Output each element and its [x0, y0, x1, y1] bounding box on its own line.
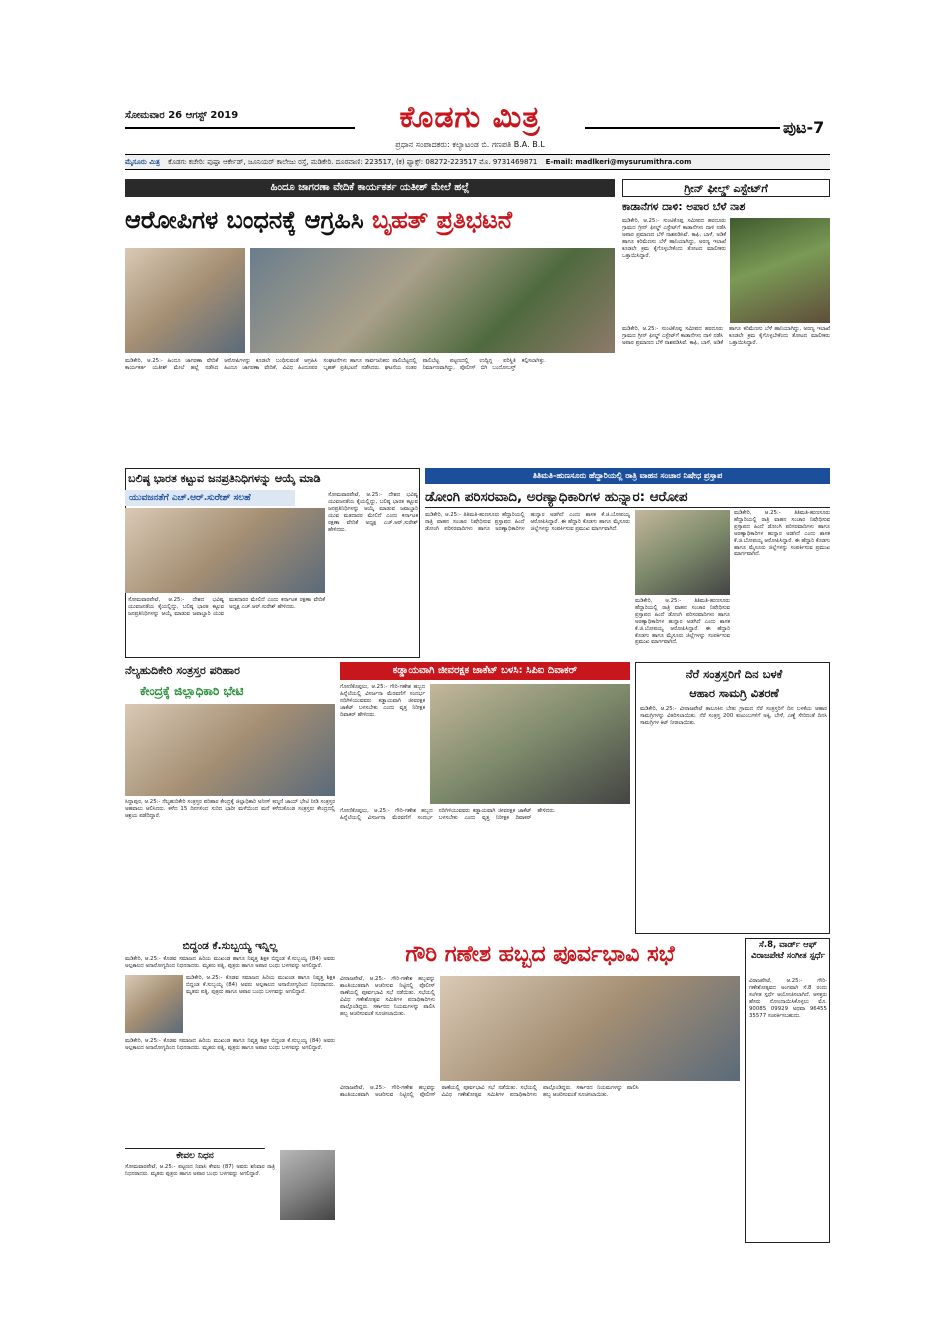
obit1-body: ಮಡಿಕೇರಿ, ಆ.25:- ಕೊಡವ ಸಮಾಜದ ಹಿರಿಯ ಮುಖಂಡ ಹಾಗೂ ನಿವೃತ್ತ ಶಿಕ್ಷಕ ಬಿದ್ದಂಡ ಕೆ.ಸುಬ್ಬಯ್ಯ (84) ಅವರು ಅಲ್ಪಕಾಲದ ಅನಾರೋಗ್ಯದಿಂದ ನಿಧನರಾದರು. ಮೃತರು ಪತ್ನಿ, ಪುತ್ರರು ಹಾಗೂ ಅಪಾರ ಬಂಧು ಬಳಗವನ್ನು ಅಗಲಿದ್ದಾರೆ.	[125, 1038, 335, 1051]
ward-headline: ಸೆ.8, ವಾರ್ಡ್ ಆಫ್ ವಿರಾಜಪೇಟೆ ಸಂಗೀತ ಸ್ಪರ್ಧೆ	[750, 940, 826, 961]
relief-photo	[125, 704, 335, 796]
jacket-body: ಗೋಣಿಕೊಪ್ಪಲು, ಆ.25:- ಗೌರಿ-ಗಣೇಶ ಹಬ್ಬದ ಹಿನ್ನೆಲೆಯಲ್ಲಿ ವಿಸರ್ಜನಾ ಮೆರವಣಿಗೆ ಸಂದರ್ಭ ನದಿಗಿಳಿಯುವವರು ಕಡ್ಡಾಯವಾಗಿ ಜೀವರಕ್ಷಕ ಜಾಕೆಟ್ ಬಳಸಬೇಕು ಎಂದು ವೃತ್ತ ನಿರೀಕ್ಷಕ ದಿವಾಕರ್ ಹೇಳಿದರು.	[340, 808, 556, 821]
lead-body: ಮಡಿಕೇರಿ, ಆ.25:- ಹಿಂದೂ ಜಾಗರಣಾ ವೇದಿಕೆ ಕಾರ್ಯಕರ್ತ ಯತೀಶ್ ಮೇಲೆ ಹಲ್ಲೆ ನಡೆಸಿದ ಆರೋಪಿಗಳನ್ನು ಕೂಡಲೇ ಬಂಧಿಸುವಂತೆ ಆಗ್ರಹಿಸಿ ಹಿಂದೂ ಜಾಗರಣಾ ವೇದಿಕೆ, ವಿವಿಧ ಹಿಂದೂಪರ ಸಂಘಟನೆಗಳು ಹಾಗೂ ಸಾರ್ವಜನಿಕರು ಪಾಲಿಬೆಟ್ಟದಲ್ಲಿ ಬೃಹತ್ ಪ್ರತಿಭಟನೆ ನಡೆಸಿದರು. ಘಟನೆಯ ನಂತರ ಪಾಲಿಬೆಟ್ಟ ಪಟ್ಟಣದಲ್ಲಿ ಉದ್ವಿಗ್ನ ಪರಿಸ್ಥಿತಿ ನಿರ್ಮಾಣವಾಗಿದ್ದು, ಪೊಲೀಸ್ ಬಿಗಿ ಬಂದೋಬಸ್ತ್ ಕಲ್ಪಿಸಲಾಗಿತ್ತು.	[125, 358, 546, 371]
contact-bar-email: E-mail: madlkeri@mysurumithra.com	[545, 158, 692, 166]
obit1-headline: ಬಿದ್ದಂಡ ಕೆ.ಸುಬ್ಬಯ್ಯ ಇನ್ನಿಲ್ಲ	[182, 940, 278, 952]
green-fields-photo	[730, 218, 830, 323]
repr-headline: ಬಲಿಷ್ಠ ಭಾರತ ಕಟ್ಟುವ ಜನಪ್ರತಿನಿಧಿಗಳನ್ನು ಆಯ್ಕೆ ಮಾಡಿ	[128, 472, 321, 485]
jacket-photo	[430, 684, 630, 804]
repr-subhead: ಯುವಜನತೆಗೆ ಎಚ್.ಆರ್.ಸುರೇಶ್ ಸಲಹೆ	[125, 490, 295, 506]
green-fields-kicker: ಗ್ರೀನ್ ಫೀಲ್ಡ್ ಎಸ್ಟೇಟ್‌ಗೆ	[622, 179, 830, 197]
ban-photo-mla	[635, 510, 730, 595]
lead-photo-protest	[250, 248, 615, 353]
obit1-portrait	[125, 975, 183, 1033]
gowri-body: ವೀರಾಜಪೇಟೆ, ಆ.25:- ಗೌರಿ-ಗಣೇಶ ಹಬ್ಬವನ್ನು ಶಾಂತಿಯುತವಾಗಿ ಆಚರಿಸುವ ನಿಟ್ಟಿನಲ್ಲಿ ಪೊಲೀಸ್ ಠಾಣೆಯಲ್ಲಿ ಪೂರ್ವಭಾವಿ ಸಭೆ ನಡೆಯಿತು. ಸಭೆಯಲ್ಲಿ ವಿವಿಧ ಗಣೇಶೋತ್ಸವ ಸಮಿತಿಗಳ ಪದಾಧಿಕಾರಿಗಳು ಪಾಲ್ಗೊಂಡಿದ್ದರು. ಸರ್ಕಾರದ ನಿಯಮಗಳನ್ನು ಪಾಲಿಸಿ ಹಬ್ಬ ಆಚರಿಸುವಂತೆ ಸೂಚಿಸಲಾಯಿತು.	[340, 1085, 639, 1098]
ward-body: ವಿರಾಜಪೇಟೆ, ಆ.25:- ಗೌರಿ-ಗಣೇಶೋತ್ಸವದ ಅಂಗವಾಗಿ ಸೆ.8 ರಂದು ಸಂಗೀತ ಸ್ಪರ್ಧೆ ಆಯೋಜಿಸಲಾಗಿದೆ. ಆಸಕ್ತರು ಹೆಸರು ನೋಂದಾಯಿಸಿಕೊಳ್ಳಲು ಮೊ. 90085 09929 ಅಥವಾ 96455 35577 ಸಂಪರ್ಕಿಸಬಹುದು.	[749, 978, 827, 1019]
page-label: ಪುಟ	[783, 118, 807, 137]
relief-headline-black: ನೆಲ್ಯಹುದಿಕೇರಿ ಸಂತ್ರಸ್ತರ ಪರಿಹಾರ	[125, 664, 240, 677]
obit2-headline: ಕೇವಲ ನಿಧನ	[125, 1148, 265, 1162]
lead-photo-victim	[125, 248, 245, 353]
newspaper-title: ಕೊಡಗು ಮಿತ್ರ	[399, 100, 541, 135]
obit1-intro: ಮಡಿಕೇರಿ, ಆ.25:- ಕೊಡವ ಸಮಾಜದ ಹಿರಿಯ ಮುಖಂಡ ಹಾಗೂ ನಿವೃತ್ತ ಶಿಕ್ಷಕ ಬಿದ್ದಂಡ ಕೆ.ಸುಬ್ಬಯ್ಯ (84) ಅವರು ಅಲ್ಪಕಾಲದ ಅನಾರೋಗ್ಯದಿಂದ ನಿಧನರಾದರು. ಮೃತರು ಪತ್ನಿ, ಪುತ್ರರು ಹಾಗೂ ಅಪಾರ ಬಂಧು ಬಳಗವನ್ನು ಅಗಲಿದ್ದಾರೆ.	[125, 956, 335, 969]
registration-dots-right	[775, 1248, 835, 1256]
ban-headline: ಡೋಂಗಿ ಪರಿಸರವಾದಿ, ಅರಣ್ಯಾಧಿಕಾರಿಗಳ ಹುನ್ನಾರ: ಆರೋಪ	[425, 486, 830, 508]
lead-headline-red: ಬೃಹತ್ ಪ್ರತಿಭಟನೆ	[372, 206, 513, 234]
repr-photo	[125, 508, 325, 593]
contact-bar	[125, 154, 830, 170]
obit2-portrait	[280, 1150, 335, 1220]
gowri-headline: ಗೌರಿ ಗಣೇಶ ಹಬ್ಬದ ಪೂರ್ವಭಾವಿ ಸಭೆ	[405, 942, 675, 967]
food-body: ಮಡಿಕೇರಿ, ಆ.25:- ವೀರಾಜಪೇಟೆ ತಾಲೂಕಿನ ಬೇತು ಗ್ರಾಮದ ನೆರೆ ಸಂತ್ರಸ್ತರಿಗೆ ದಿನ ಬಳಕೆಯ ಆಹಾರ ಸಾಮಗ್ರಿಗಳನ್ನು ವಿತರಿಸಲಾಯಿತು. ನೆರೆ ಸಂತ್ರಸ್ತ 200 ಕುಟುಂಬಗಳಿಗೆ ಅಕ್ಕಿ, ಬೇಳೆ, ಎಣ್ಣೆ ಸೇರಿದಂತೆ ದಿನಸಿ ಸಾಮಗ್ರಿಗಳ ಕಿಟ್ ನೀಡಲಾಯಿತು.	[640, 706, 827, 726]
registration-dots-left	[125, 1248, 185, 1256]
jacket-headline: ಕಡ್ಡಾಯವಾಗಿ ಜೀವರಕ್ಷಕ ಜಾಕೆಟ್ ಬಳಸಿ: ಸಿಪಿಐ ದಿವಾಕರ್	[340, 662, 630, 680]
ban-body-right: ಮಡಿಕೇರಿ, ಆ.25:- ತಿತಿಮತಿ-ಹುಣಸೂರು ಹೆದ್ದಾರಿಯಲ್ಲಿ ರಾತ್ರಿ ವಾಹನ ಸಂಚಾರ ನಿಷೇಧಿಸುವ ಪ್ರಸ್ತಾಪದ ಹಿಂದೆ ಡೋಂಗಿ ಪರಿಸರವಾದಿಗಳು ಹಾಗೂ ಅರಣ್ಯಾಧಿಕಾರಿಗಳ ಹುನ್ನಾರ ಅಡಗಿದೆ ಎಂದು ಶಾಸಕ ಕೆ.ಜಿ.ಬೋಪಯ್ಯ ಆರೋಪಿಸಿದ್ದಾರೆ. ಈ ಹೆದ್ದಾರಿ ಕೊಡಗು ಹಾಗೂ ಮೈಸೂರು ಜಿಲ್ಲೆಗಳನ್ನು ಸಂಪರ್ಕಿಸುವ ಪ್ರಮುಖ ಮಾರ್ಗವಾಗಿದೆ.	[734, 510, 830, 558]
contact-bar-brand: ಮೈಸೂರು ಮಿತ್ರ	[125, 158, 160, 166]
ban-kicker: ತಿತಿಮತಿ-ಹುಣಸೂರು ಹೆದ್ದಾರಿಯಲ್ಲಿ ರಾತ್ರಿ ವಾಹನ ಸಂಚಾರ ನಿಷೇಧ ಪ್ರಸ್ತಾಪ	[425, 468, 830, 484]
contact-bar-text: ಕೊಡಗು ಕಚೇರಿ: ಪುಷ್ಪಾ ಆರ್ಕೇಡ್, ಜೂನಿಯರ್ ಕಾಲೇಜು ರಸ್ತೆ, ಮಡಿಕೇರಿ. ದೂರವಾಣಿ: 223517, (ಕ) ಫ್ಯಾಕ್ಸ್: 08272-223517 ಮೊ. 9731469871	[168, 158, 538, 166]
page-number-value: 7	[813, 118, 825, 137]
ban-body-under-photo: ಮಡಿಕೇರಿ, ಆ.25:- ತಿತಿಮತಿ-ಹುಣಸೂರು ಹೆದ್ದಾರಿಯಲ್ಲಿ ರಾತ್ರಿ ವಾಹನ ಸಂಚಾರ ನಿಷೇಧಿಸುವ ಪ್ರಸ್ತಾಪದ ಹಿಂದೆ ಡೋಂಗಿ ಪರಿಸರವಾದಿಗಳು ಹಾಗೂ ಅರಣ್ಯಾಧಿಕಾರಿಗಳ ಹುನ್ನಾರ ಅಡಗಿದೆ ಎಂದು ಶಾಸಕ ಕೆ.ಜಿ.ಬೋಪಯ್ಯ ಆರೋಪಿಸಿದ್ದಾರೆ. ಈ ಹೆದ್ದಾರಿ ಕೊಡಗು ಹಾಗೂ ಮೈಸೂರು ಜಿಲ್ಲೆಗಳನ್ನು ಸಂಪರ್ಕಿಸುವ ಪ್ರಮುಖ ಮಾರ್ಗವಾಗಿದೆ.	[635, 598, 730, 646]
green-fields-body-top: ಮಡಿಕೇರಿ, ಆ.25:- ಸುಂಟಿಕೊಪ್ಪ ಸಮೀಪದ ಹರದೂರು ಗ್ರಾಮದ ಗ್ರೀನ್ ಫೀಲ್ಡ್ ಎಸ್ಟೇಟ್‌ಗೆ ಕಾಡಾನೆಗಳು ದಾಳಿ ನಡೆಸಿ ಅಪಾರ ಪ್ರಮಾಣದ ಬೆಳೆ ನಾಶಪಡಿಸಿವೆ. ಕಾಫಿ, ಬಾಳೆ, ಅಡಿಕೆ ಹಾಗೂ ಕರಿಮೆಣಸು ಬೆಳೆ ಹಾನಿಯಾಗಿದ್ದು, ಅರಣ್ಯ ಇಲಾಖೆ ಕೂಡಲೇ ಕ್ರಮ ಕೈಗೊಳ್ಳಬೇಕೆಂದು ತೋಟದ ಮಾಲೀಕರು ಒತ್ತಾಯಿಸಿದ್ದಾರೆ.	[622, 218, 726, 259]
lead-headline	[125, 200, 615, 240]
food-headline-line2: ಆಹಾರ ಸಾಮಗ್ರಿ ವಿತರಣೆ	[689, 686, 779, 700]
gowri-body-left: ವೀರಾಜಪೇಟೆ, ಆ.25:- ಗೌರಿ-ಗಣೇಶ ಹಬ್ಬವನ್ನು ಶಾಂತಿಯುತವಾಗಿ ಆಚರಿಸುವ ನಿಟ್ಟಿನಲ್ಲಿ ಪೊಲೀಸ್ ಠಾಣೆಯಲ್ಲಿ ಪೂರ್ವಭಾವಿ ಸಭೆ ನಡೆಯಿತು. ಸಭೆಯಲ್ಲಿ ವಿವಿಧ ಗಣೇಶೋತ್ಸವ ಸಮಿತಿಗಳ ಪದಾಧಿಕಾರಿಗಳು ಪಾಲ್ಗೊಂಡಿದ್ದರು. ಸರ್ಕಾರದ ನಿಯಮಗಳನ್ನು ಪಾಲಿಸಿ ಹಬ್ಬ ಆಚರಿಸುವಂತೆ ಸೂಚಿಸಲಾಯಿತು.	[340, 976, 435, 1017]
relief-body: ಸಿದ್ದಾಪುರ, ಆ.25:- ನೆಲ್ಯಹುದಿಕೇರಿ ಸಂತ್ರಸ್ತರ ಪರಿಹಾರ ಕೇಂದ್ರಕ್ಕೆ ಜಿಲ್ಲಾಧಿಕಾರಿ ಅನೀಸ್ ಕಣ್ಮಣಿ ಜಾಯ್ ಭೇಟಿ ನೀಡಿ ಸಂತ್ರಸ್ತರ ಅಹವಾಲು ಆಲಿಸಿದರು. ಕಳೆದ 15 ದಿನಗಳಿಂದ ಸುರಿದ ಭಾರೀ ಮಳೆಯಿಂದ ಮನೆ ಕಳೆದುಕೊಂಡ ಸಂತ್ರಸ್ತರು ಕೇಂದ್ರದಲ್ಲಿ ಆಶ್ರಯ ಪಡೆದಿದ್ದಾರೆ.	[125, 799, 335, 819]
lead-kicker: ಹಿಂದೂ ಜಾಗರಣಾ ವೇದಿಕೆ ಕಾರ್ಯಕರ್ತ ಯತೀಶ್ ಮೇಲೆ ಹಲ್ಲೆ	[125, 179, 615, 197]
repr-body: ಸೋಮವಾರಪೇಟೆ, ಆ.25:- ದೇಶದ ಭವಿಷ್ಯ ಯುವಜನತೆಯ ಕೈಯಲ್ಲಿದ್ದು, ಬಲಿಷ್ಠ ಭಾರತ ಕಟ್ಟುವ ಜನಪ್ರತಿನಿಧಿಗಳನ್ನು ಆಯ್ಕೆ ಮಾಡುವ ಜವಾಬ್ದಾರಿ ಯುವ ಮತದಾರರ ಮೇಲಿದೆ ಎಂದು ಕರ್ನಾಟಕ ರಕ್ಷಣಾ ವೇದಿಕೆ ಅಧ್ಯಕ್ಷ ಎಚ್.ಆರ್.ಸುರೇಶ್ ಹೇಳಿದರು.	[128, 597, 325, 617]
food-headline-line1: ನೆರೆ ಸಂತ್ರಸ್ತರಿಗೆ ದಿನ ಬಳಕೆ	[685, 667, 783, 681]
gowri-photo	[440, 976, 740, 1081]
green-fields-headline: ಕಾಡಾನೆಗಳ ದಾಳಿ: ಅಪಾರ ಬೆಳೆ ನಾಶ	[622, 201, 746, 213]
page-number: ಪುಟ-7	[783, 118, 825, 137]
lead-headline-black: ಆರೋಪಿಗಳ ಬಂಧನಕ್ಕೆ ಆಗ್ರಹಿಸಿ	[125, 206, 364, 234]
obit1-body-side: ಮಡಿಕೇರಿ, ಆ.25:- ಕೊಡವ ಸಮಾಜದ ಹಿರಿಯ ಮುಖಂಡ ಹಾಗೂ ನಿವೃತ್ತ ಶಿಕ್ಷಕ ಬಿದ್ದಂಡ ಕೆ.ಸುಬ್ಬಯ್ಯ (84) ಅವರು ಅಲ್ಪಕಾಲದ ಅನಾರೋಗ್ಯದಿಂದ ನಿಧನರಾದರು. ಮೃತರು ಪತ್ನಿ, ಪುತ್ರರು ಹಾಗೂ ಅಪಾರ ಬಂಧು ಬಳಗವನ್ನು ಅಗಲಿದ್ದಾರೆ.	[186, 975, 335, 995]
registration-dots-center	[460, 1248, 520, 1256]
masthead-rule-left	[125, 127, 355, 129]
jacket-body-left: ಗೋಣಿಕೊಪ್ಪಲು, ಆ.25:- ಗೌರಿ-ಗಣೇಶ ಹಬ್ಬದ ಹಿನ್ನೆಲೆಯಲ್ಲಿ ವಿಸರ್ಜನಾ ಮೆರವಣಿಗೆ ಸಂದರ್ಭ ನದಿಗಿಳಿಯುವವರು ಕಡ್ಡಾಯವಾಗಿ ಜೀವರಕ್ಷಕ ಜಾಕೆಟ್ ಬಳಸಬೇಕು ಎಂದು ವೃತ್ತ ನಿರೀಕ್ಷಕ ದಿವಾಕರ್ ಹೇಳಿದರು.	[340, 684, 425, 718]
relief-headline-green: ಕೇಂದ್ರಕ್ಕೆ ಜಿಲ್ಲಾಧಿಕಾರಿ ಭೇಟಿ	[140, 684, 244, 698]
masthead-rule-right	[585, 127, 780, 129]
ban-body: ಮಡಿಕೇರಿ, ಆ.25:- ತಿತಿಮತಿ-ಹುಣಸೂರು ಹೆದ್ದಾರಿಯಲ್ಲಿ ರಾತ್ರಿ ವಾಹನ ಸಂಚಾರ ನಿಷೇಧಿಸುವ ಪ್ರಸ್ತಾಪದ ಹಿಂದೆ ಡೋಂಗಿ ಪರಿಸರವಾದಿಗಳು ಹಾಗೂ ಅರಣ್ಯಾಧಿಕಾರಿಗಳ ಹುನ್ನಾರ ಅಡಗಿದೆ ಎಂದು ಶಾಸಕ ಕೆ.ಜಿ.ಬೋಪಯ್ಯ ಆರೋಪಿಸಿದ್ದಾರೆ. ಈ ಹೆದ್ದಾರಿ ಕೊಡಗು ಹಾಗೂ ಮೈಸೂರು ಜಿಲ್ಲೆಗಳನ್ನು ಸಂಪರ್ಕಿಸುವ ಪ್ರಮುಖ ಮಾರ್ಗವಾಗಿದೆ.	[425, 512, 630, 532]
obit2-body: ಸೋಮವಾರಪೇಟೆ, ಆ.25:- ಪಟ್ಟಣದ ನಿವಾಸಿ ಕೇವಲ (87) ಅವರು ಶನಿವಾರ ರಾತ್ರಿ ನಿಧನರಾದರು. ಮೃತರು ಪುತ್ರರು ಹಾಗೂ ಅಪಾರ ಬಂಧು ಬಳಗವನ್ನು ಅಗಲಿದ್ದಾರೆ.	[125, 1164, 275, 1177]
issue-date: ಸೋಮವಾರ 26 ಆಗಸ್ಟ್ 2019	[125, 110, 239, 121]
green-fields-body: ಮಡಿಕೇರಿ, ಆ.25:- ಸುಂಟಿಕೊಪ್ಪ ಸಮೀಪದ ಹರದೂರು ಗ್ರಾಮದ ಗ್ರೀನ್ ಫೀಲ್ಡ್ ಎಸ್ಟೇಟ್‌ಗೆ ಕಾಡಾನೆಗಳು ದಾಳಿ ನಡೆಸಿ ಅಪಾರ ಪ್ರಮಾಣದ ಬೆಳೆ ನಾಶಪಡಿಸಿವೆ. ಕಾಫಿ, ಬಾಳೆ, ಅಡಿಕೆ ಹಾಗೂ ಕರಿಮೆಣಸು ಬೆಳೆ ಹಾನಿಯಾಗಿದ್ದು, ಅರಣ್ಯ ಇಲಾಖೆ ಕೂಡಲೇ ಕ್ರಮ ಕೈಗೊಳ್ಳಬೇಕೆಂದು ತೋಟದ ಮಾಲೀಕರು ಒತ್ತಾಯಿಸಿದ್ದಾರೆ.	[622, 326, 830, 346]
newspaper-subtitle: ಪ್ರಧಾನ ಸಂಪಾದಕರು: ಕಲ್ಯಾಟಂಡ ಬಿ. ಗಣಪತಿ B.A. B.L	[395, 140, 545, 149]
repr-body-side: ಸೋಮವಾರಪೇಟೆ, ಆ.25:- ದೇಶದ ಭವಿಷ್ಯ ಯುವಜನತೆಯ ಕೈಯಲ್ಲಿದ್ದು, ಬಲಿಷ್ಠ ಭಾರತ ಕಟ್ಟುವ ಜನಪ್ರತಿನಿಧಿಗಳನ್ನು ಆಯ್ಕೆ ಮಾಡುವ ಜವಾಬ್ದಾರಿ ಯುವ ಮತದಾರರ ಮೇಲಿದೆ ಎಂದು ಕರ್ನಾಟಕ ರಕ್ಷಣಾ ವೇದಿಕೆ ಅಧ್ಯಕ್ಷ ಎಚ್.ಆರ್.ಸುರೇಶ್ ಹೇಳಿದರು.	[328, 492, 418, 533]
